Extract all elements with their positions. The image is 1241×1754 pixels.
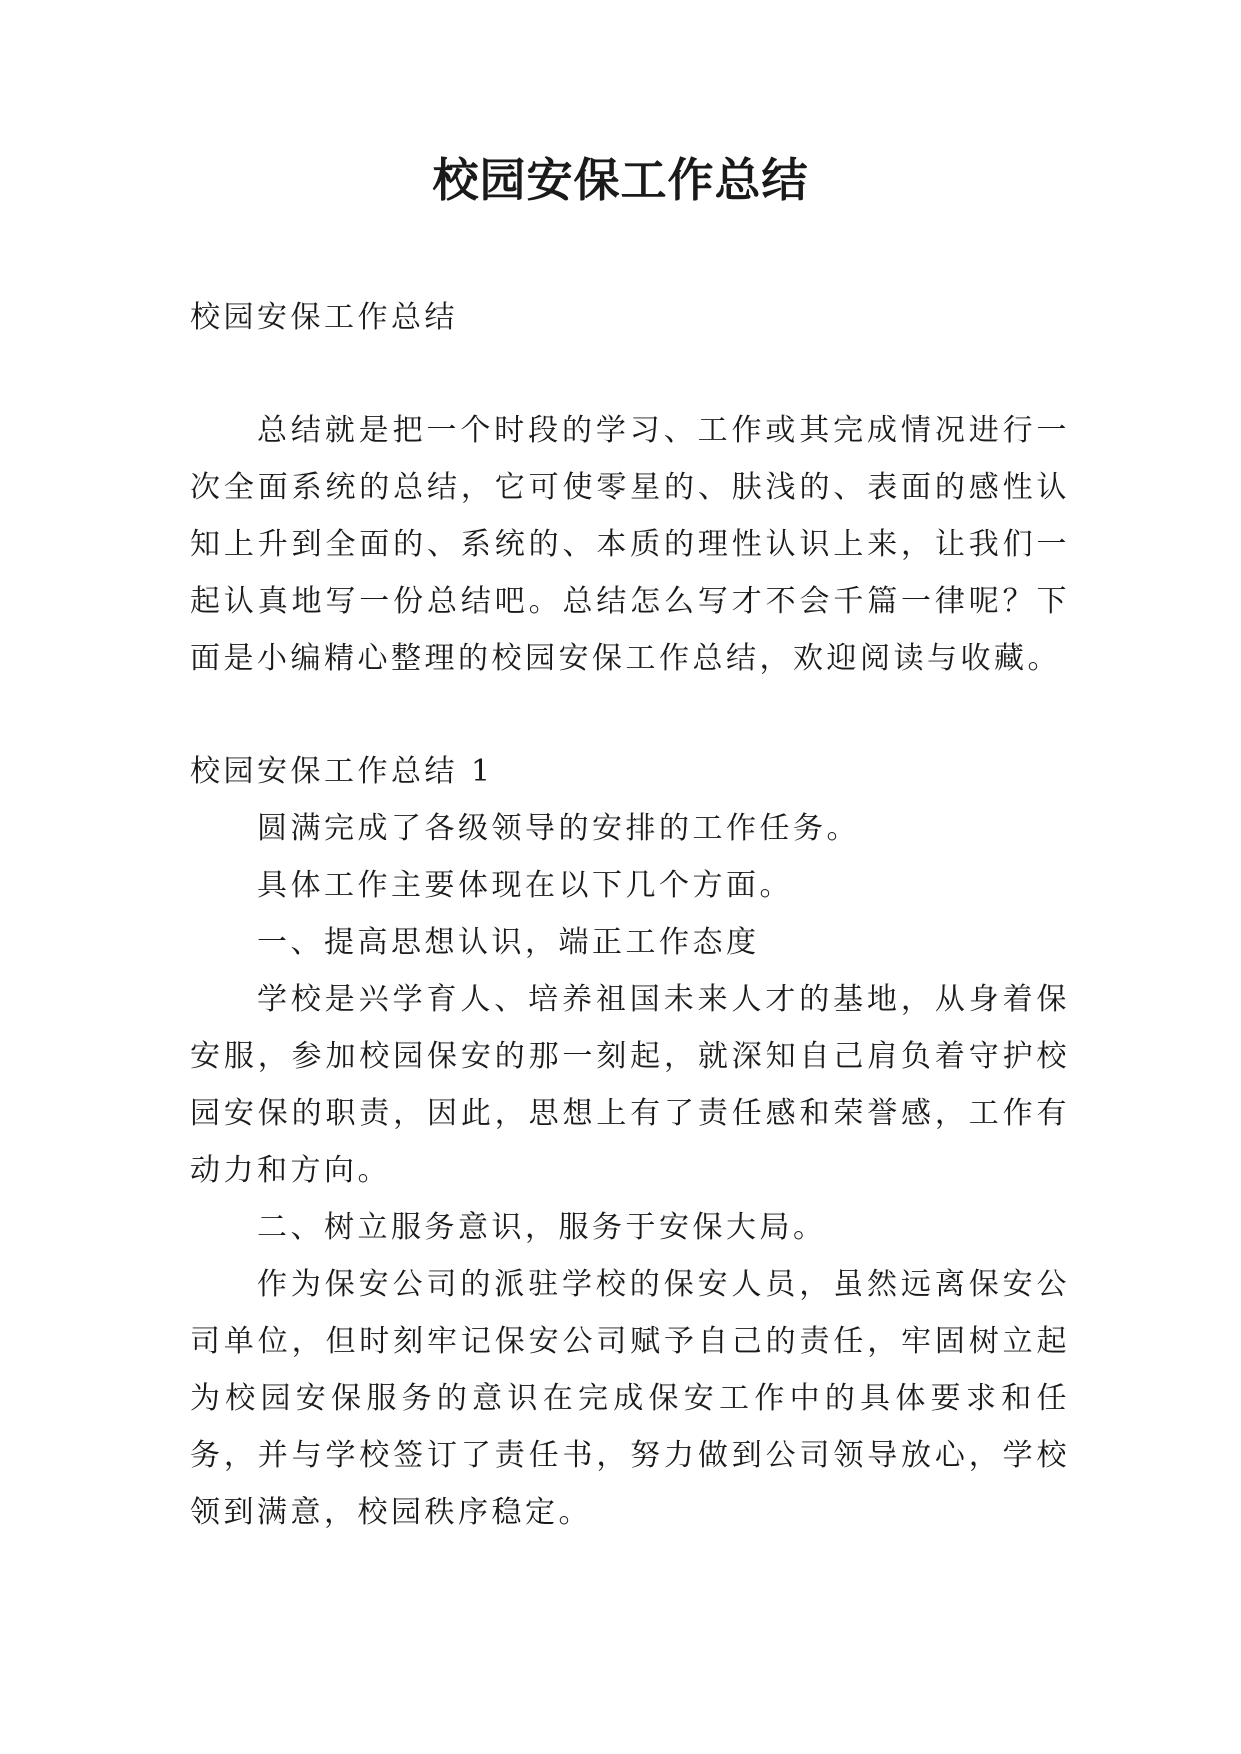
paragraph-heading-two: 二、树立服务意识，服务于安保大局。 [257,1210,827,1245]
paragraph-heading-one: 一、提高思想认识，端正工作态度 [257,925,760,960]
paragraph-service-awareness: 作为保安公司的派驻学校的保安人员，虽然远离保安公司单位，但时刻牢记保安公司赋予自己的责任，牢固树立起为校园安保服务的意识在完成保安工作中的具体要求和任务，并与学校签订了责任书，努力做到公司领导放心，学校领到满意，校园秩序稳定。 [190,1267,1070,1530]
paragraph-work-aspects: 具体工作主要体现在以下几个方面。 [257,868,793,903]
document-body [190,290,1070,1541]
section-heading: 校园安保工作总结 1 [190,754,494,789]
paragraph-school-duty: 学校是兴学育人、培养祖国未来人才的基地，从身着保安服，参加校园保安的那一刻起，就深知自己肩负着守护校园安保的职责，因此，思想上有了责任感和荣誉感，工作有动力和方向。 [190,982,1070,1188]
document-title: 校园安保工作总结 [432,153,809,207]
document-subtitle: 校园安保工作总结 [190,300,458,335]
intro-paragraph: 总结就是把一个时段的学习、工作或其完成情况进行一次全面系统的总结，它可使零星的、肤浅的、表面的感性认知上升到全面的、系统的、本质的理性认识上来，让我们一起认真地写一份总结吧。总结怎么写才不会千篇一律呢？下面是小编精心整理的校园安保工作总结，欢迎阅读与收藏。 [190,413,1070,676]
paragraph-task-completed: 圆满完成了各级领导的安排的工作任务。 [257,811,860,846]
